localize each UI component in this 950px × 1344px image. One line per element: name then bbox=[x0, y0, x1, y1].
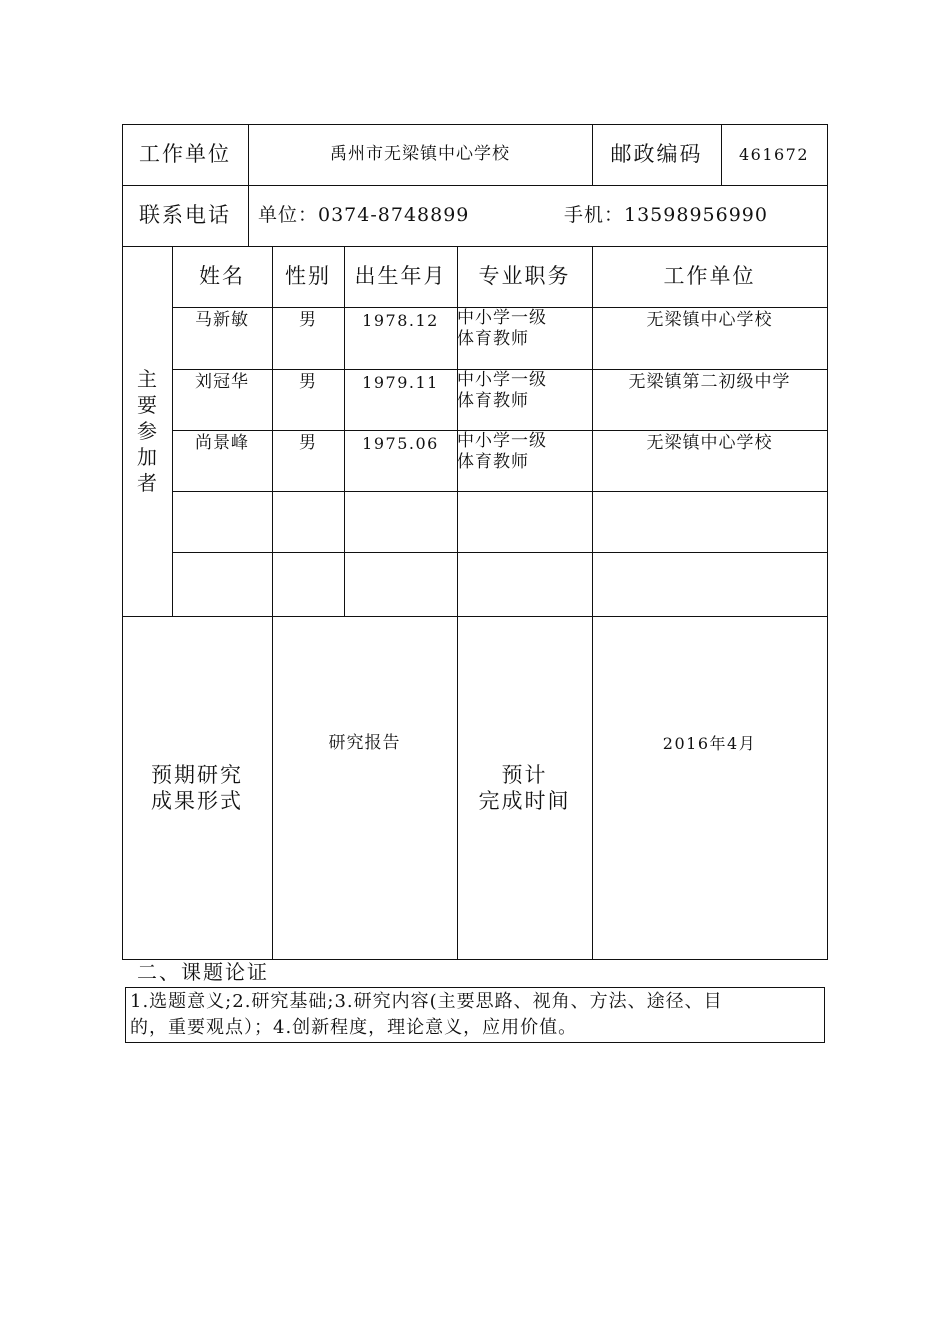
participant-gender: 男 bbox=[299, 310, 317, 330]
contact-label: 联系电话 bbox=[139, 203, 231, 228]
label-line: 成果形式 bbox=[151, 788, 243, 813]
postcode-label: 邮政编码 bbox=[610, 142, 703, 167]
title-line: 中小学一级 bbox=[457, 431, 547, 451]
postcode-value: 461672 bbox=[738, 144, 810, 164]
title-line: 中小学一级 bbox=[457, 370, 547, 390]
work-unit-value: 禹州市无梁镇中心学校 bbox=[330, 143, 510, 164]
participant-unit: 无梁镇中心学校 bbox=[646, 433, 773, 453]
participant-name: 刘冠华 bbox=[195, 372, 249, 392]
col-header-name: 姓名 bbox=[199, 264, 245, 289]
col-header-title: 专业职务 bbox=[478, 264, 571, 289]
label-line: 预期研究 bbox=[151, 762, 243, 787]
description-line: 1.选题意义;2.研究基础;3.研究内容(主要思路、视角、方法、途径、目 bbox=[130, 991, 723, 1012]
completion-time-value: 2016年4月 bbox=[662, 733, 757, 753]
participant-title bbox=[457, 430, 592, 491]
label-line: 完成时间 bbox=[478, 788, 571, 813]
participant-name: 尚景峰 bbox=[195, 433, 249, 453]
section-heading: 二、课题论证 bbox=[137, 960, 269, 984]
side-char: 主 bbox=[137, 367, 157, 391]
expected-result-label bbox=[122, 616, 272, 959]
participant-title bbox=[457, 307, 592, 369]
title-line: 中小学一级 bbox=[457, 308, 547, 328]
side-char: 参 bbox=[137, 419, 157, 443]
participant-gender: 男 bbox=[299, 372, 317, 392]
participant-birth: 1979.11 bbox=[362, 373, 439, 392]
unit-phone: 单位：0374-8748899 bbox=[258, 203, 470, 226]
section-description-box bbox=[125, 987, 825, 1043]
side-char: 者 bbox=[137, 471, 157, 495]
description-line: 的，重要观点）；4.创新程度，理论意义，应用价值。 bbox=[130, 1017, 578, 1038]
side-char: 要 bbox=[137, 393, 157, 417]
col-header-unit: 工作单位 bbox=[663, 264, 756, 289]
title-line: 体育教师 bbox=[457, 452, 529, 472]
side-char: 加 bbox=[137, 445, 157, 469]
participant-title bbox=[457, 369, 592, 430]
participant-unit: 无梁镇第二初级中学 bbox=[628, 372, 791, 392]
table-divider bbox=[172, 491, 828, 492]
work-unit-label: 工作单位 bbox=[139, 142, 231, 167]
title-line: 体育教师 bbox=[457, 391, 529, 411]
col-header-birth: 出生年月 bbox=[354, 264, 447, 289]
participant-unit: 无梁镇中心学校 bbox=[646, 310, 773, 330]
title-line: 体育教师 bbox=[457, 329, 529, 349]
label-line: 预计 bbox=[501, 762, 548, 787]
mobile-phone: 手机：13598956990 bbox=[564, 203, 768, 226]
table-border-right bbox=[827, 124, 828, 960]
table-divider bbox=[172, 552, 828, 553]
col-header-gender: 性别 bbox=[285, 264, 331, 289]
participant-birth: 1975.06 bbox=[362, 434, 439, 453]
participant-birth: 1978.12 bbox=[362, 311, 439, 330]
completion-time-label bbox=[457, 616, 592, 959]
expected-result-value: 研究报告 bbox=[328, 732, 401, 753]
participant-gender: 男 bbox=[299, 433, 317, 453]
participant-name: 马新敏 bbox=[195, 310, 249, 330]
participants-side-label bbox=[122, 246, 172, 616]
